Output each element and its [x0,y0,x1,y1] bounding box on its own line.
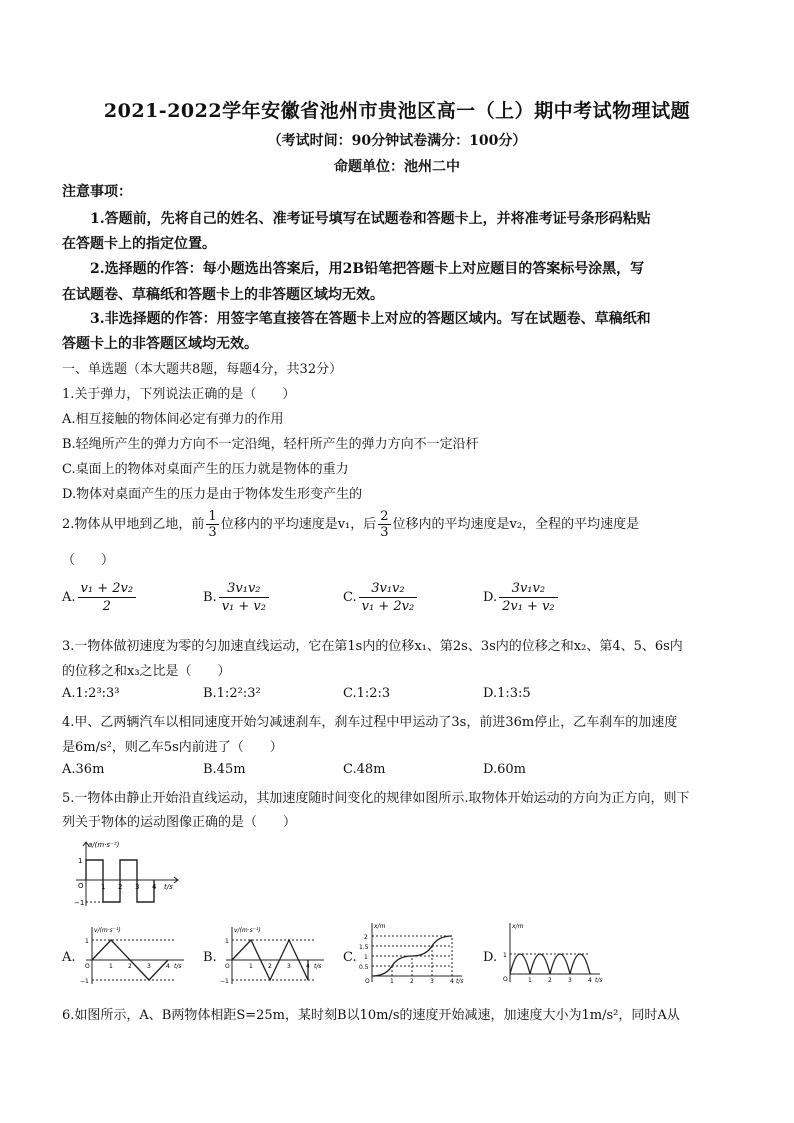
q4-stem-line-1: 4.甲、乙两辆汽车以相同速度开始匀减速刹车，刹车过程中甲运动了3s，前进36m停止，乙车刹车的加速度 [62,715,678,730]
graph-b-ylabel: v/(m·s⁻¹) [234,927,261,934]
a-graph-tick-2: 2 [118,883,123,891]
q5-stem-line-1: 5.一物体由静止开始沿直线运动，其加速度随时间变化的规律如图所示.取物体开始运动的方向为正方向，则下 [62,791,690,806]
graph-b-tick-4: 4 [306,963,310,970]
q2-frac2-den: 3 [380,525,389,540]
notes-heading: 注意事项： [62,184,132,200]
q6-stem-line-1: 6.如图所示，A、B两物体相距S=25m，某时刻B以10m/s的速度开始减速，加速度大小为1m/s²，同时A从 [62,1008,680,1023]
graph-c-y2: 2 [364,934,368,941]
q2-option-a-fraction [78,580,137,615]
graph-a-yn1: −1 [80,978,89,985]
graph-b-origin: O [225,963,230,970]
q5-option-d-label: D. [483,950,498,965]
q2-option-b-fraction [219,580,269,615]
note-1-line-1: 1.答题前，先将自己的姓名、准考证号填写在试题卷和答题卡上，并将准考证号条形码粘贴 [90,211,651,227]
q2-fraction-one-third [206,509,218,540]
q4-option-a: A.36m [62,762,105,777]
q5-option-c-label: C. [343,950,357,965]
graph-c-tick-2: 2 [410,978,414,985]
exam-info: （考试时间：90分钟试卷满分：100分） [267,133,527,149]
q2-c-den: v₁ + 2v₂ [361,599,415,614]
graph-a-origin: O [85,963,90,970]
a-graph-square-wave [86,860,154,902]
graph-c-y05: 0.5 [359,964,369,971]
q4-option-c: C.48m [343,762,386,777]
q3-option-a: A.1:2³:3³ [62,686,120,701]
q2-stem [62,509,742,540]
graph-b-tick-2: 2 [268,963,272,970]
q1-option-d: D.物体对桌面产生的压力是由于物体发生形变产生的 [62,487,363,502]
graph-a-ylabel: v/(m·s⁻¹) [94,927,121,934]
q2-stem-part-b: 位移内的平均速度是v₁，后 [220,517,377,532]
graph-d-ylabel: x/m [512,923,524,930]
a-graph-y1: 1 [78,857,83,865]
q2-option-d [483,580,560,615]
q2-frac1-den: 3 [208,525,217,540]
note-3-line-2: 答题卡上的非答题区域均无效。 [62,336,258,352]
graph-b-tick-1: 1 [249,963,253,970]
graph-b-tick-3: 3 [287,963,291,970]
q2-option-d-fraction [499,580,558,615]
q2-frac1-num: 1 [208,509,217,524]
graph-a-tick-2: 2 [128,963,132,970]
graph-a-tick-4: 4 [166,963,170,970]
q2-frac2-num: 2 [380,509,389,524]
q3-option-b: B.1:2²:3² [203,686,261,701]
graph-c-origin: O [365,978,370,985]
q2-option-c [343,580,419,615]
graph-b-yn1: −1 [220,978,229,985]
q5-stem-line-2: 列关于物体的运动图像正确的是（ ） [62,815,297,830]
graph-c-y1: 1 [364,954,368,961]
q3-option-d: D.1:3:5 [483,686,531,701]
q5-option-b-label: B. [203,950,217,965]
q2-stem-part-c: 位移内的平均速度是v₂，全程的平均速度是 [392,517,640,532]
graph-d-y1: 1 [503,952,507,959]
q5-graph-c [354,920,469,986]
graph-c-tick-1: 1 [390,978,394,985]
q2-option-b [203,580,271,615]
q3-stem-line-1: 3.一物体做初速度为零的匀加速直线运动，它在第1s内的位移x₁、第2s、3s内的位移之和x₂、第4、5、6s内 [62,639,683,654]
note-3-line-1: 3.非选择题的作答：用签字笔直接答在答题卡上对应的答题区域内。写在试题卷、草稿纸和 [90,311,651,327]
graph-a-y1: 1 [85,938,89,945]
q4-stem-line-2: 是6m/s²，则乙车5s内前进了（ ） [62,740,283,755]
q1-option-a: A.相互接触的物体间必定有弹力的作用 [62,412,284,427]
graph-a-xlabel: t/s [174,963,182,970]
exam-unit: 命题单位：池州二中 [334,159,460,175]
note-2-line-2: 在试题卷、草稿纸和答题卡上的非答题区域均无效。 [62,287,384,303]
q1-option-c: C.桌面上的物体对桌面产生的压力就是物体的重力 [62,462,349,477]
q2-stem-bracket: （ ） [62,553,115,568]
q2-d-num: 3v₁v₂ [499,580,558,598]
graph-d-arches [510,954,590,974]
acceleration-graph [66,838,186,910]
q2-d-den: 2v₁ + v₂ [502,599,555,614]
page-title: 2021-2022学年安徽省池州市贵池区高一（上）期中考试物理试题 [103,100,691,122]
graph-a-tick-1: 1 [109,963,113,970]
q2-option-a-label: A. [62,590,76,605]
section-heading: 一、单选题（本大题共8题，每题4分，共32分） [62,362,343,377]
a-graph-xlabel: t/s [164,883,173,891]
graph-c-ylabel: x/m [374,923,386,930]
graph-c-tick-3: 3 [430,978,434,985]
graph-d-tick-1: 1 [528,977,532,984]
graph-b-xlabel: t/s [314,963,322,970]
q2-option-b-label: B. [203,590,217,605]
graph-d-xlabel: t/s [595,977,603,984]
q2-stem-part-a: 2.物体从甲地到乙地，前 [62,517,205,532]
q2-b-den: v₁ + v₂ [221,599,266,614]
q3-stem-line-2: 的位移之和x₃之比是（ ） [62,664,231,679]
q2-c-num: 3v₁v₂ [359,580,418,598]
q2-option-c-fraction [359,580,418,615]
graph-b-y1: 1 [225,938,229,945]
q2-a-num: v₁ + 2v₂ [78,580,137,598]
graph-c-xlabel: t/s [456,978,464,985]
a-graph-tick-3: 3 [135,883,140,891]
q2-option-c-label: C. [343,590,357,605]
graph-d-tick-2: 2 [548,977,552,984]
graph-a-tick-3: 3 [147,963,151,970]
q2-b-num: 3v₁v₂ [219,580,269,598]
q3-option-c: C.1:2:3 [343,686,391,701]
q2-option-d-label: D. [483,590,498,605]
a-graph-origin: O [78,882,84,890]
note-1-line-2: 在答题卡上的指定位置。 [62,236,216,252]
graph-c-tick-4: 4 [450,978,454,985]
q4-option-b: B.45m [203,762,246,777]
graph-d-origin: O [503,976,508,983]
q5-graph-a [78,924,190,988]
a-graph-ylabel: a/(m·s⁻²) [88,841,120,849]
a-graph-yn1: −1 [74,899,85,907]
a-graph-tick-1: 1 [101,883,106,891]
q2-fraction-two-thirds [378,509,390,540]
graph-d-tick-3: 3 [568,977,572,984]
graph-c-y15: 1.5 [359,944,369,951]
q2-option-a [62,580,138,615]
note-2-line-1: 2.选择题的作答：每小题选出答案后，用2B铅笔把答题卡上对应题目的答案标号涂黑，写 [90,261,645,277]
q1-option-b: B.轻绳所产生的弹力方向不一定沿绳，轻杆所产生的弹力方向不一定沿杆 [62,437,479,452]
graph-d-tick-4: 4 [588,977,592,984]
q2-a-den: 2 [102,599,111,614]
q4-option-d: D.60m [483,762,526,777]
q5-graph-d [496,920,608,986]
q1-stem: 1.关于弹力，下列说法正确的是（ ） [62,387,296,402]
q5-graph-b [218,924,330,988]
q5-option-a-label: A. [62,950,76,965]
a-graph-tick-4: 4 [152,883,157,891]
